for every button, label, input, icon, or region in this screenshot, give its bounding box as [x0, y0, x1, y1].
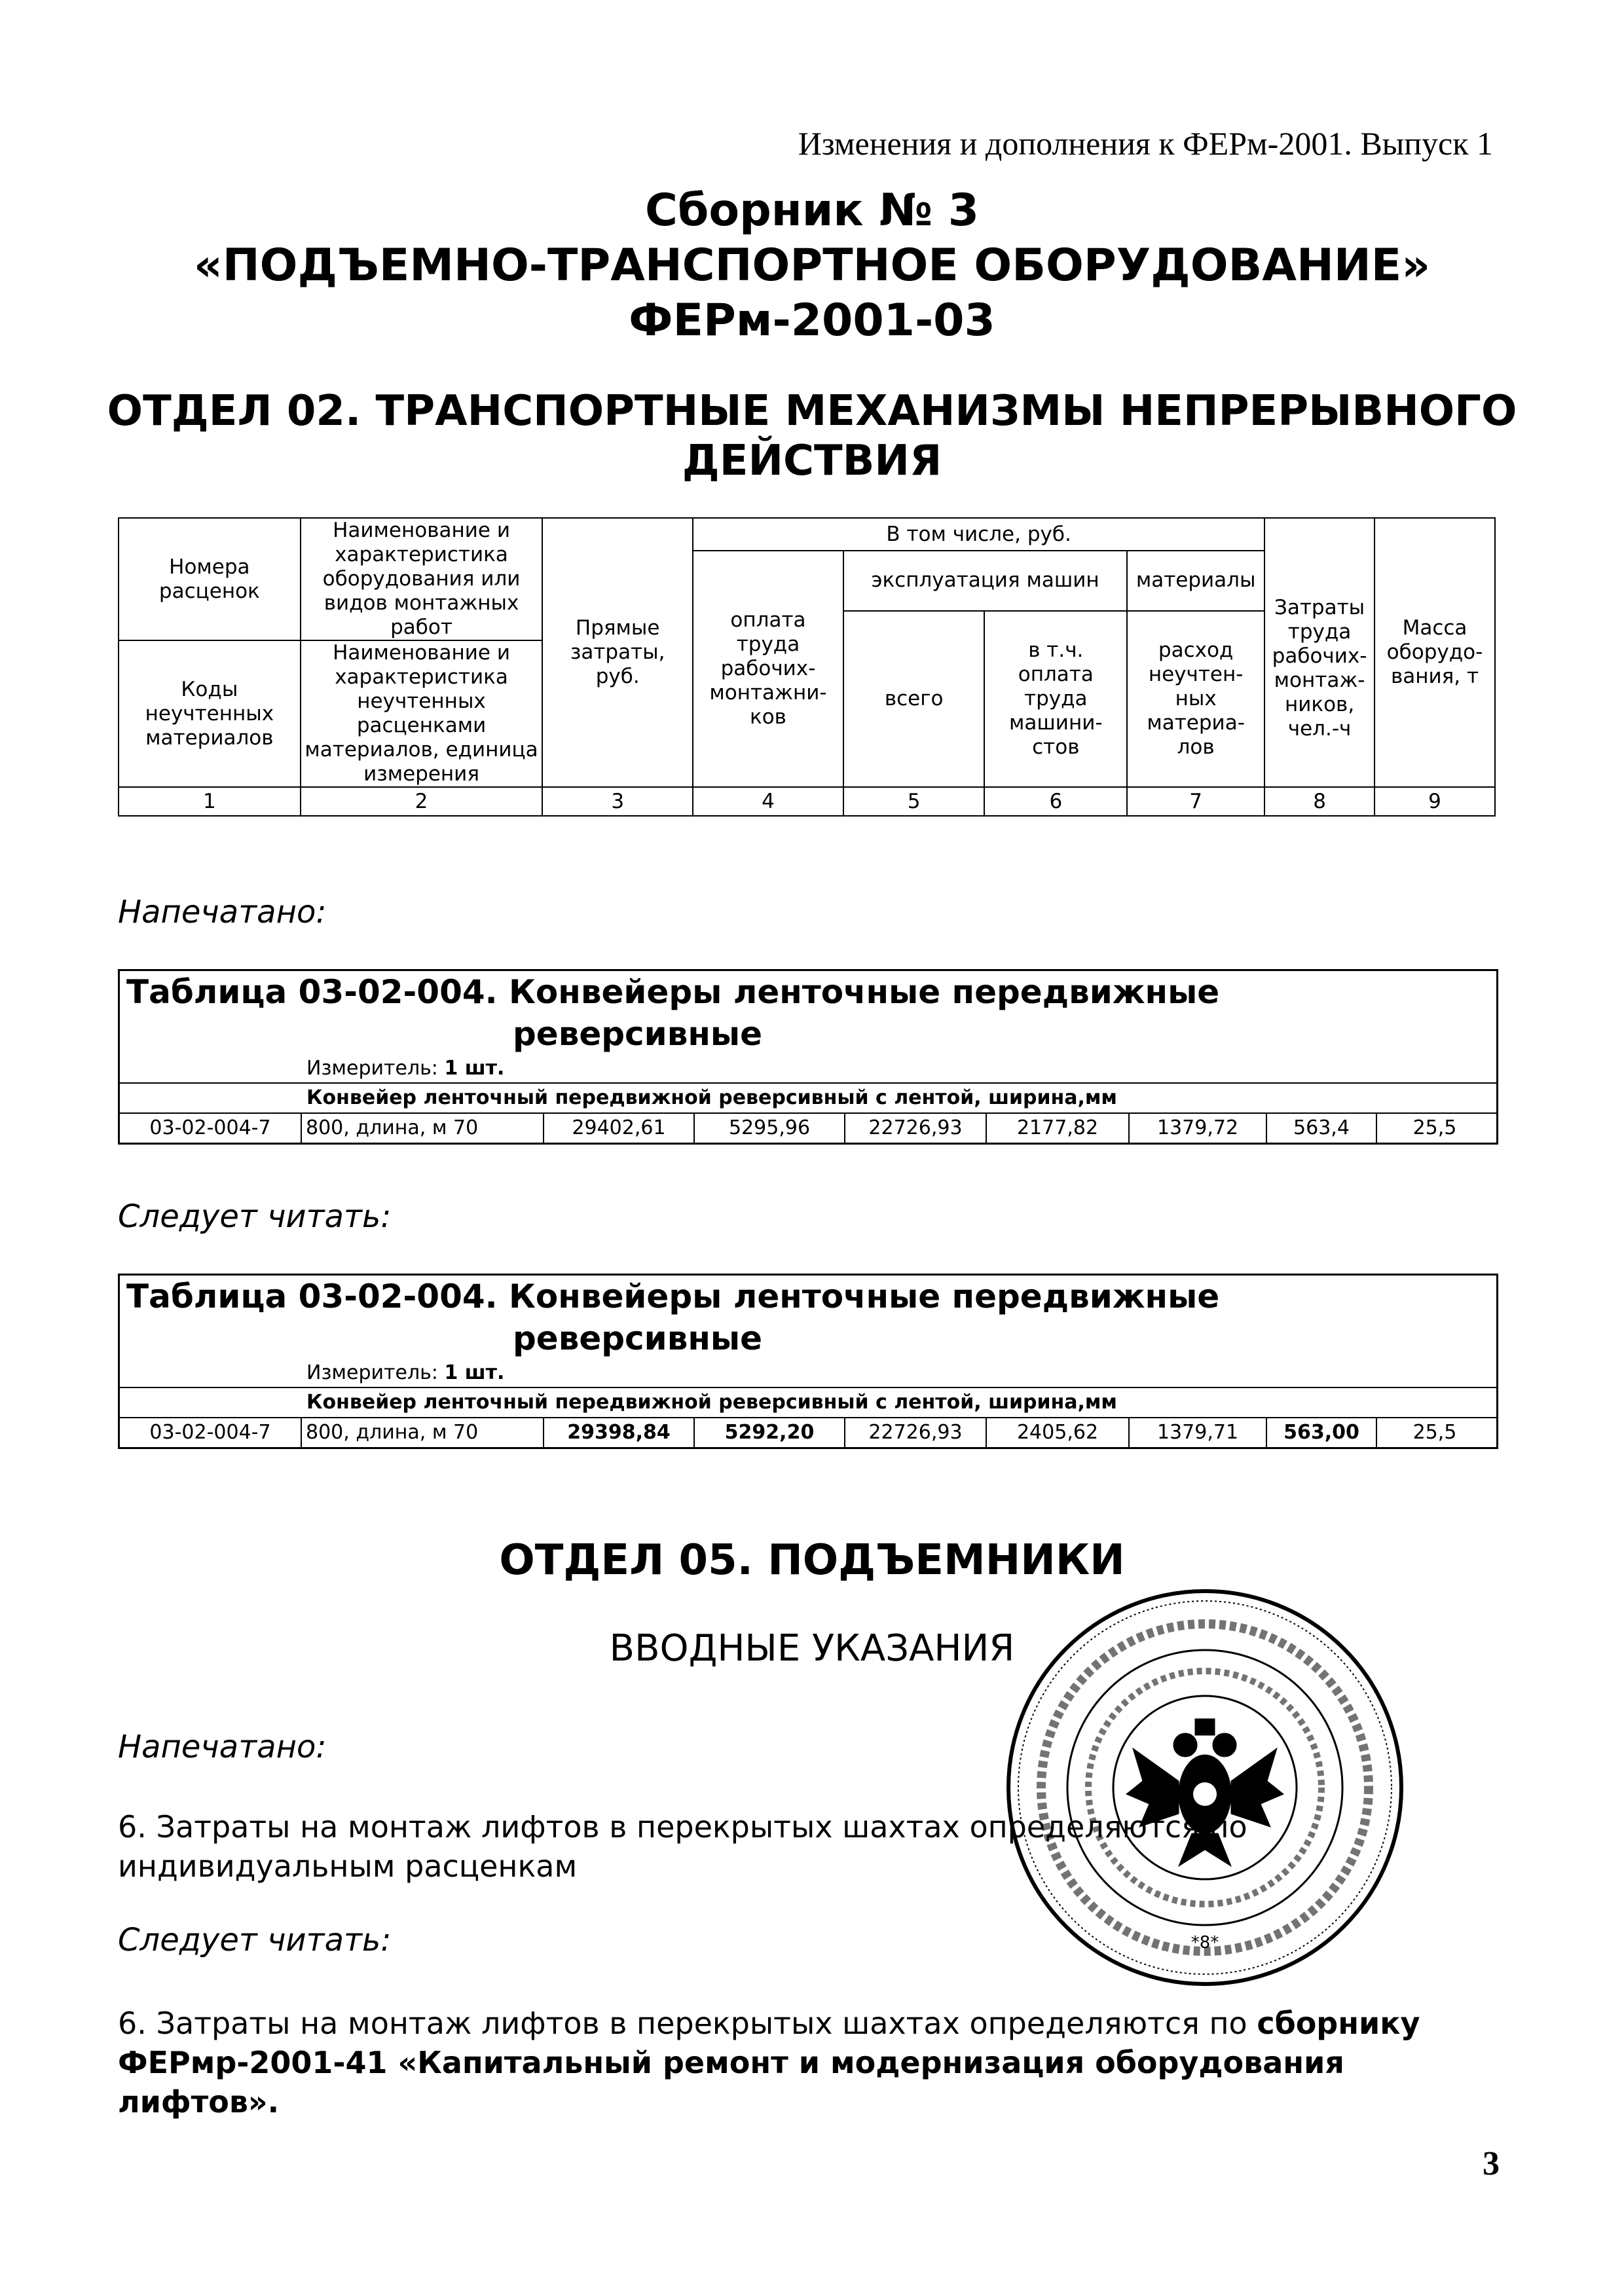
hdr-unaccounted-materials: расход неучтен-ных материа-лов	[1127, 611, 1264, 788]
section-02-title	[0, 386, 1624, 486]
header-table	[118, 517, 1496, 817]
hdr-machines-total: всего	[843, 611, 985, 788]
hdr-direct-costs: Прямые затраты, руб.	[542, 518, 693, 787]
cell-machines-total: 22726,93	[845, 1418, 987, 1447]
cell-labor: 563,4	[1267, 1114, 1377, 1143]
cell-direct: 29402,61	[544, 1114, 695, 1143]
hdr-number: 1	[119, 787, 301, 816]
table-printed-title	[120, 971, 1496, 1055]
hdr-material-codes: Коды неучтенных материалов	[119, 640, 301, 787]
cell-materials: 1379,72	[1130, 1114, 1267, 1143]
cell-mass: 25,5	[1412, 1116, 1457, 1139]
hdr-machine-operation: эксплуатация машин	[843, 551, 1127, 611]
page-number: 3	[1483, 2145, 1500, 2182]
collection-title-line3: ФЕРм-2001-03	[629, 295, 995, 346]
hdr-number: 4	[693, 787, 843, 816]
collection-title-line2: «ПОДЪЕМНО-ТРАНСПОРТНОЕ ОБОРУДОВАНИЕ»	[193, 240, 1431, 291]
table-title-line1: Таблица 03-02-004. Конвейеры ленточные передвижные	[126, 973, 1220, 1011]
section-02-line2: ДЕЙСТВИЯ	[682, 437, 942, 485]
collection-title-line1: Сборник № 3	[644, 185, 980, 236]
printed-label: Напечатано:	[118, 1729, 327, 1765]
table-row	[120, 1114, 1496, 1143]
read-paragraph	[118, 2004, 1506, 2122]
table-title-line1: Таблица 03-02-004. Конвейеры ленточные передвижные	[126, 1277, 1220, 1315]
measure-label: Измеритель:	[306, 1057, 438, 1080]
read-as-label: Следует читать:	[118, 1922, 392, 1958]
measure-label: Измеритель:	[306, 1361, 438, 1384]
cell-name: 800, длина, м 70	[302, 1418, 544, 1447]
hdr-material-name: Наименование и характеристика неучтенных расценками материалов, единица измерения	[301, 640, 543, 787]
table-title-line2: реверсивные	[513, 1015, 763, 1053]
running-header: Изменения и дополнения к ФЕРм-2001. Выпуск 1	[798, 125, 1493, 162]
hdr-number: 6	[984, 787, 1127, 816]
intro-heading: ВВОДНЫЕ УКАЗАНИЯ	[609, 1627, 1015, 1670]
section-02-line1: ОТДЕЛ 02. ТРАНСПОРТНЫЕ МЕХАНИЗМЫ НЕПРЕРЫВНОГО	[107, 387, 1517, 435]
hdr-including: В том числе, руб.	[693, 518, 1264, 551]
read-as-label: Следует читать:	[118, 1198, 392, 1235]
cell-worker-pay: 5292,20	[695, 1418, 845, 1447]
cell-code: 03-02-004-7	[120, 1114, 302, 1143]
cell-machinist-pay: 2405,62	[987, 1418, 1130, 1447]
cell-mass: 25,5	[1412, 1421, 1457, 1444]
hdr-number: 7	[1127, 787, 1264, 816]
cell-direct: 29398,84	[544, 1418, 695, 1447]
table-printed	[118, 969, 1498, 1145]
table-title-line2: реверсивные	[513, 1319, 763, 1357]
hdr-number: 9	[1375, 787, 1495, 816]
hdr-worker-pay: оплата труда рабочих-монтажни-ков	[693, 551, 843, 787]
cell-labor: 563,00	[1267, 1418, 1377, 1447]
read-paragraph-bold: сборнику ФЕРмр-2001-41 «Капитальный ремонт и модернизация оборудования лифтов».	[118, 2006, 1420, 2120]
hdr-equipment-name: Наименование и характеристика оборудования или видов монтажных работ	[301, 518, 543, 640]
hdr-labor-costs: Затраты труда рабочих-монтаж-ников, чел.-ч	[1264, 551, 1375, 787]
table-read	[118, 1274, 1498, 1449]
cell-machines-total: 22726,93	[845, 1114, 987, 1143]
measure-value: 1 шт.	[444, 1057, 505, 1080]
table-row	[120, 1418, 1496, 1447]
hdr-number: 2	[301, 787, 543, 816]
cell-worker-pay: 5295,96	[695, 1114, 845, 1143]
cell-code: 03-02-004-7	[120, 1418, 302, 1447]
hdr-number: 3	[542, 787, 693, 816]
hdr-number: 5	[843, 787, 985, 816]
cell-name: 800, длина, м 70	[302, 1114, 544, 1143]
official-seal-icon	[1002, 1585, 1408, 1991]
collection-title	[0, 183, 1624, 348]
table-conveyor-heading: Конвейер ленточный передвижной реверсивный с лентой, ширина,мм	[120, 1084, 1496, 1114]
hdr-rate-numbers: Номера расценок	[119, 518, 301, 640]
read-paragraph-text: 6. Затраты на монтаж лифтов в перекрытых шахтах определяются по	[118, 2006, 1257, 2041]
cell-materials: 1379,71	[1130, 1418, 1267, 1447]
hdr-materials: материалы	[1127, 551, 1264, 611]
printed-label: Напечатано:	[118, 894, 327, 930]
table-conveyor-heading: Конвейер ленточный передвижной реверсивный с лентой, ширина,мм	[120, 1388, 1496, 1418]
table-measure	[120, 1359, 1496, 1388]
section-05-title: ОТДЕЛ 05. ПОДЪЕМНИКИ	[499, 1536, 1125, 1585]
table-read-title	[120, 1276, 1496, 1359]
svg-text:*8*: *8*	[1190, 1933, 1219, 1953]
hdr-number-row	[119, 787, 1495, 816]
table-measure	[120, 1055, 1496, 1084]
hdr-equipment-mass: Масса оборудо-вания, т	[1375, 518, 1495, 787]
measure-value: 1 шт.	[444, 1361, 505, 1384]
cell-machinist-pay: 2177,82	[987, 1114, 1130, 1143]
hdr-machinist-pay: в т.ч. оплата труда машини-стов	[984, 611, 1127, 788]
printed-paragraph: 6. Затраты на монтаж лифтов в перекрытых шахтах определяются по индивидуальным расценкам	[118, 1809, 1247, 1884]
hdr-number: 8	[1264, 787, 1375, 816]
